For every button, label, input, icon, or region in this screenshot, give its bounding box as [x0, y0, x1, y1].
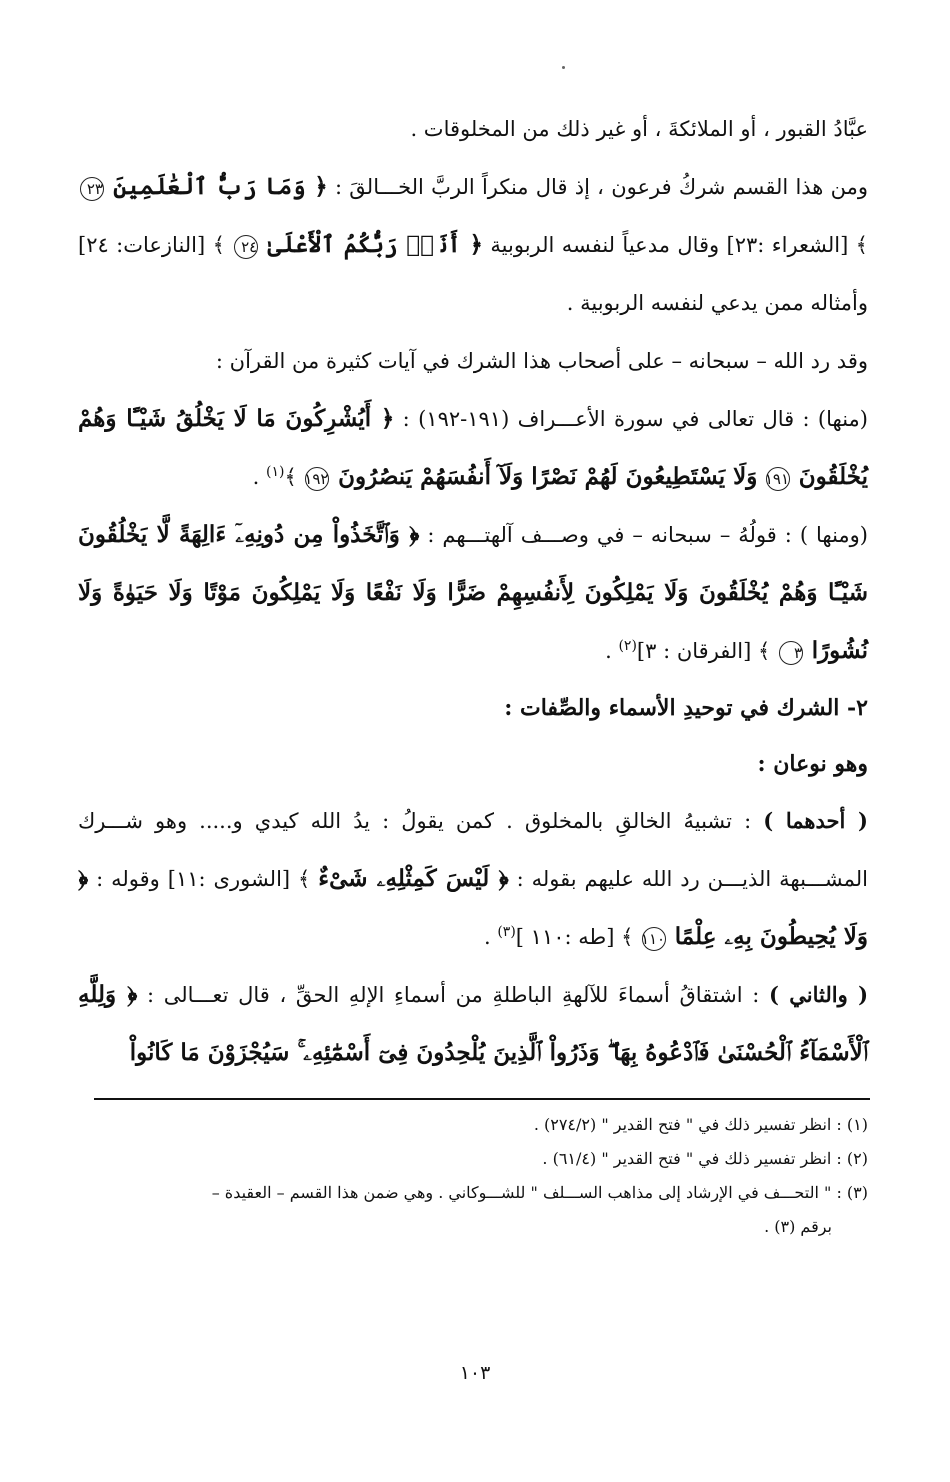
verse-reference: ﴾ [النازعات: ٢٤] وأمثاله ممن يدعي لنفسه الربوبية .: [78, 233, 868, 315]
footnote-2: [78, 1142, 868, 1176]
footnote-3-continued: [78, 1210, 868, 1244]
ayah-number-marker: ٢٤: [234, 235, 258, 259]
footnote-3-continued-text: برقم (٣) .: [764, 1217, 832, 1236]
quran-verse: ﴿ وَلَا يُحِيطُونَ بِهِۦ عِلْمًا: [78, 865, 868, 950]
footnote-reference[interactable]: (٢): [618, 638, 637, 654]
paragraph-1: [78, 100, 868, 158]
paragraph-6-text: : تشبيهُ الخالقِ بالمخلوق . كمن يقولُ : يدُ الله كيدي و..... وهو شـــرك المشـــبهة الذيـــن رد الله عليهم بقوله :: [78, 809, 868, 891]
verse-reference: ﴾ [الفرقان : ٣]: [636, 639, 771, 663]
paragraph-2: [78, 158, 868, 332]
footnote-reference[interactable]: (١): [265, 464, 285, 480]
page-number: ١٠٣: [459, 1362, 491, 1384]
ayah-number-marker: ١٩١: [766, 467, 790, 491]
subheading: [78, 736, 868, 792]
footnote-3: [78, 1176, 868, 1210]
paragraph-3-text: وقد رد الله – سبحانه – على أصحاب هذا الشرك في آيات كثيرة من القرآن :: [215, 349, 868, 373]
quran-verse: ﴿ أَنَا۠ رَبُّكُمُ ٱلْأَعْلَىٰ: [267, 231, 484, 258]
paragraph-2-text: ومن هذا القسم شركُ فرعون ، إذ قال منكراً الربَّ الخـــالقَ :: [334, 175, 869, 199]
paragraph-5-text: (ومنها ) : قولُهُ – سبحانه – في وصـــف آلهتـــهم :: [427, 523, 869, 547]
verse-reference: ﴾ [الشورى :١١] وقوله :: [96, 867, 311, 891]
paragraph-4-text: (منها) : قال تعالى في سورة الأعـــراف (١٩١-١٩٢) :: [402, 407, 868, 431]
ayah-number-marker: ١٩٢: [305, 467, 329, 491]
quran-verse: وَلَا يَسْتَطِيعُونَ لَهُمْ نَصْرًا وَلَآ أَنفُسَهُمْ يَنصُرُونَ: [338, 463, 758, 490]
paragraph-7: [78, 966, 868, 1082]
footnote-1: [78, 1108, 868, 1142]
subheading-text: وهو نوعان :: [757, 751, 868, 777]
footnote-reference[interactable]: (٣): [497, 924, 516, 940]
verse-reference: ﴾ [الشعراء :٢٣] وقال مدعياً لنفسه الربوبية: [490, 233, 868, 257]
quran-verse: ﴿ وَلِلَّهِ ٱلْأَسْمَآءُ ٱلْحُسْنَىٰ فَٱدْعُوهُ بِهَا ۖ وَذَرُواْ ٱلَّذِينَ يُلْحِدُونَ فِىٓ أَسْمَٰٓئِهِۦ ۚ سَيُجْزَوْنَ مَا كَانُواْ: [78, 981, 868, 1066]
paragraph-6: ( أحدهما ) : تشبيهُ الخالقِ بالمخلوق . كمن يقولُ : يدُ الله كيدي و..... وهو شـــرك المشـــبهة الذيـــن رد الله عليهم بقوله : ﴿ لَيْسَ كَمِثْلِهِۦ شَىْءٌ ﴾ [الشورى :١١] وقوله : ﴿ وَلَا يُحِيطُونَ بِهِۦ عِلْمًا ١١٠ ﴾ [طه :١١٠ ]$^{(٣)}$ .: [78, 808, 868, 950]
verse-reference: ﴾ [طه :١١٠ ]: [515, 925, 634, 949]
paragraph-3: [78, 332, 868, 390]
ayah-number-marker: ٣: [779, 641, 803, 665]
paragraph-1-text: عبَّادُ القبور ، أو الملائكةَ ، أو غير ذلك من المخلوقات .: [410, 117, 868, 141]
footnote-2-text: (٢) : انظر تفسير ذلك في " فتح القدير " (٦١/٤) .: [542, 1149, 868, 1168]
ayah-number-marker: ١١٠: [642, 927, 666, 951]
footnotes: [78, 1108, 868, 1244]
section-heading-text: ٢- الشرك في توحيدِ الأسماء والصِّفات :: [504, 695, 868, 721]
paragraph-6-label: ( أحدهما ): [763, 808, 868, 833]
paragraph-7-text: : اشتقاقُ أسماءَ للآلهةِ الباطلةِ من أسماءِ الإلهِ الحقِّ ، قال تعـــالى :: [146, 983, 760, 1007]
verse-close-bracket: ﴾: [284, 465, 297, 489]
footnote-3-text: (٣) : " التحـــف في الإرشاد إلى مذاهب الســـلف " للشـــوكاني . وهي ضمن هذا القسم – العقيدة –: [211, 1183, 868, 1202]
main-text: [78, 100, 868, 1082]
footnote-separator: [94, 1098, 870, 1100]
quran-verse: ﴿ وَمَا رَبُّ ٱلْعَٰلَمِينَ: [113, 173, 328, 200]
quran-verse: ﴿ لَيْسَ كَمِثْلِهِۦ شَىْءٌ: [318, 865, 509, 892]
paragraph-7-label: ( والثاني ): [769, 982, 868, 1007]
ayah-number-marker: ٢٣: [80, 177, 104, 201]
quran-verse: ﴿ أَيُشْرِكُونَ مَا لَا يَخْلُقُ شَيْـًٔا وَهُمْ يُخْلَقُونَ: [78, 405, 868, 490]
decorative-dot: [562, 66, 565, 69]
paragraph-5: (ومنها ) : قولُهُ – سبحانه – في وصـــف آلهتـــهم : ﴿ وَٱتَّخَذُواْ مِن دُونِهِۦٓ ءَالِهَةً لَّا يَخْلُقُونَ شَيْـًٔا وَهُمْ يُخْلَقُونَ وَلَا يَمْلِكُونَ لِأَنفُسِهِمْ ضَرًّا وَلَا نَفْعًا وَلَا يَمْلِكُونَ مَوْتًا وَلَا حَيَوٰةً وَلَا نُشُورًا ٣ ﴾ [الفرقان : ٣]$^{(٢)}$ .: [78, 521, 869, 664]
paragraph-4: (منها) : قال تعالى في سورة الأعـــراف (١٩١-١٩٢) : ﴿ أَيُشْرِكُونَ مَا لَا يَخْلُقُ شَيْـًٔا وَهُمْ يُخْلَقُونَ ١٩١ وَلَا يَسْتَطِيعُونَ لَهُمْ نَصْرًا وَلَآ أَنفُسَهُمْ يَنصُرُونَ ١٩٢ ﴾$^{(١)}$ .: [78, 405, 868, 490]
section-heading: [78, 680, 868, 736]
footnote-1-text: (١) : انظر تفسير ذلك في " فتح القدير " (٢٧٤/٢) .: [533, 1115, 868, 1134]
quran-verse: ﴿ وَٱتَّخَذُواْ مِن دُونِهِۦٓ ءَالِهَةً لَّا يَخْلُقُونَ شَيْـًٔا وَهُمْ يُخْلَقُونَ وَلَا يَمْلِكُونَ لِأَنفُسِهِمْ ضَرًّا وَلَا نَفْعًا وَلَا يَمْلِكُونَ مَوْتًا وَلَا حَيَوٰةً وَلَا نُشُورًا: [78, 521, 868, 664]
